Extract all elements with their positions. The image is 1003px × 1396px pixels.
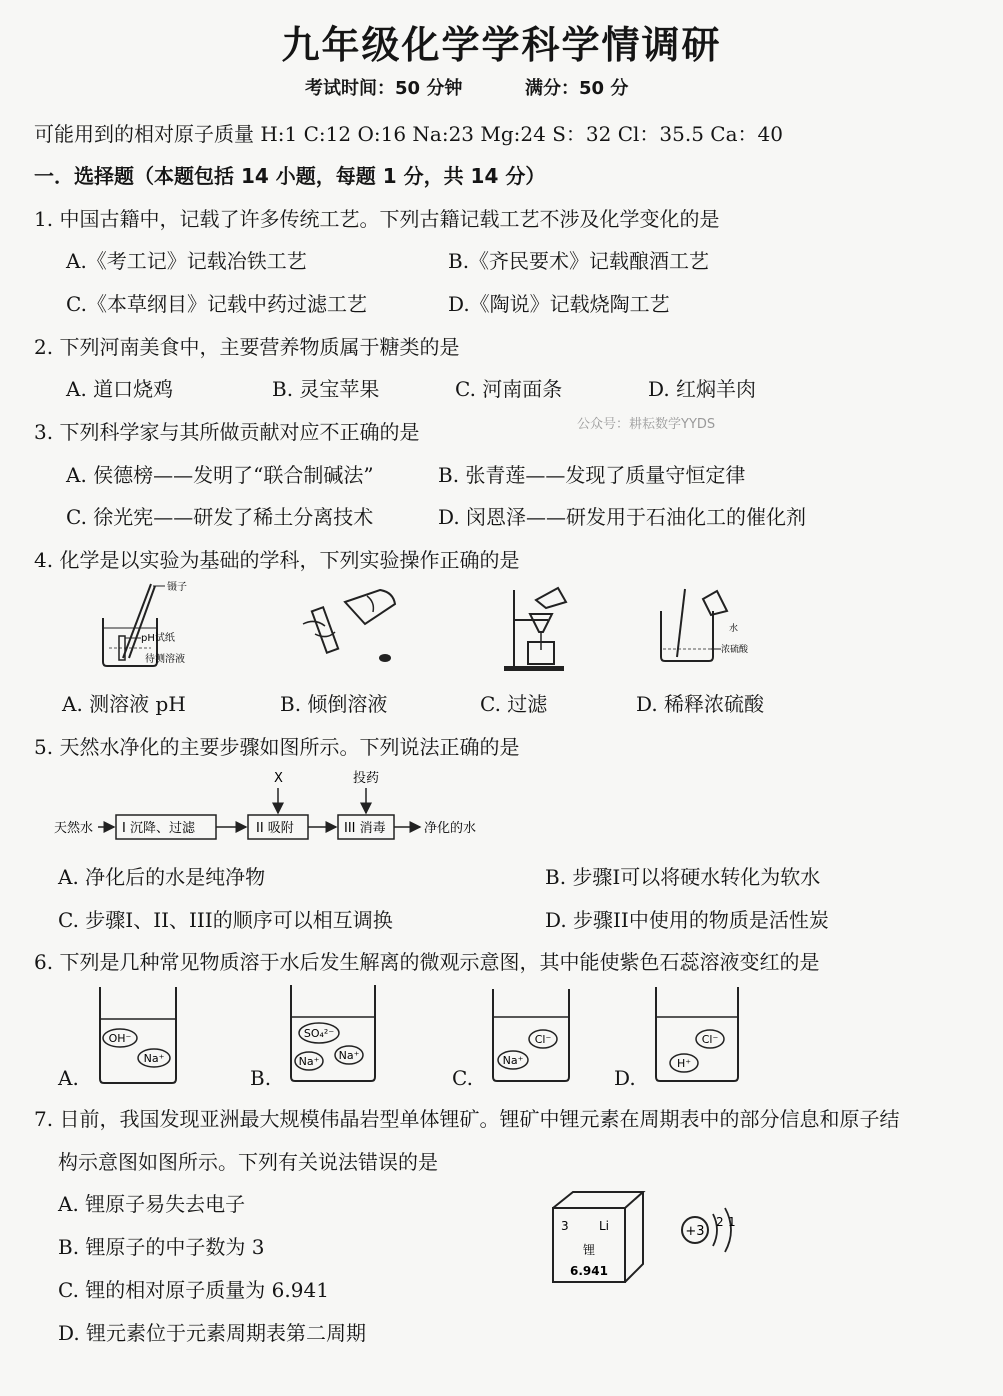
beaker-c	[489, 985, 573, 1085]
flow-step-2-label: II 吸附	[256, 821, 294, 836]
question-3-option-a: A. 侯德榜——发明了“联合制碱法”	[66, 463, 374, 487]
question-5-stem: 5. 天然水净化的主要步骤如图所示。下列说法正确的是	[34, 735, 520, 759]
question-4-option-b: B. 倾倒溶液	[280, 692, 388, 716]
beaker-b-ion-2: Na⁺	[298, 1055, 320, 1068]
atom-shell-2: 1	[728, 1215, 736, 1229]
flow-step-3-label: III 消毒	[344, 821, 386, 836]
question-7-option-c: C. 锂的相对原子质量为 6.941	[58, 1278, 329, 1302]
beaker-c-label: C.	[452, 1066, 473, 1090]
question-1-option-a: A.《考工记》记载冶铁工艺	[66, 249, 307, 273]
question-2-option-c: C. 河南面条	[455, 377, 563, 401]
fig-d-label-water: 水	[729, 624, 739, 634]
beaker-c-ion-2: Na⁺	[502, 1054, 524, 1067]
section-heading: 一．选择题（本题包括 14 小题，每题 1 分，共 14 分）	[34, 164, 546, 188]
fig-a-label-tweezers: 镊子	[167, 582, 187, 593]
fig-a-label-ph-paper: pH试纸	[141, 633, 175, 644]
beaker-b-label: B.	[250, 1066, 272, 1090]
beaker-b-ion-1: SO₄²⁻	[303, 1027, 335, 1040]
beaker-a	[96, 983, 180, 1087]
beaker-d-ion-1: Cl⁻	[701, 1033, 719, 1046]
question-1-option-d: D.《陶说》记载烧陶工艺	[448, 292, 670, 316]
beaker-b-ion-3: Na⁺	[338, 1049, 360, 1062]
question-1-option-b: B.《齐民要术》记载酿酒工艺	[448, 249, 710, 273]
question-7-option-b: B. 锂原子的中子数为 3	[58, 1235, 265, 1259]
atom-shell-1: 2	[716, 1215, 724, 1229]
flow-add-drug-label: 投药	[353, 771, 380, 786]
flow-input-label: 天然水	[54, 821, 94, 836]
question-1-option-c: C.《本草纲目》记载中药过滤工艺	[66, 292, 367, 316]
watermark: 公众号：耕耘数学YYDS	[577, 417, 716, 432]
ph-test-figure	[95, 578, 215, 673]
question-4-stem: 4. 化学是以实验为基础的学科，下列实验操作正确的是	[34, 548, 520, 572]
question-5-option-b: B. 步骤I可以将硬水转化为软水	[545, 865, 821, 889]
question-4-option-c: C. 过滤	[480, 692, 548, 716]
question-5-option-a: A. 净化后的水是纯净物	[58, 865, 266, 889]
question-7-stem-line-1: 7. 日前，我国发现亚洲最大规模伟晶岩型单体锂矿。锂矿中锂元素在周期表中的部分信息和原子结	[34, 1107, 900, 1131]
element-mass: 6.941	[570, 1264, 608, 1278]
beaker-d-label: D.	[614, 1066, 636, 1090]
fig-a-label-solution: 待测溶液	[145, 654, 185, 665]
full-score: 满分：50 分	[525, 78, 629, 99]
element-number: 3	[561, 1219, 569, 1233]
beaker-d-ion-2: H⁺	[676, 1057, 692, 1070]
pouring-figure	[295, 582, 405, 672]
question-2-stem: 2. 下列河南美食中，主要营养物质属于糖类的是	[34, 335, 460, 359]
question-1-stem: 1. 中国古籍中，记载了许多传统工艺。下列古籍记载工艺不涉及化学变化的是	[34, 207, 720, 231]
question-2-option-a: A. 道口烧鸡	[66, 377, 174, 401]
beaker-a-label: A.	[58, 1066, 79, 1090]
beaker-d	[652, 983, 742, 1085]
question-2-option-b: B. 灵宝苹果	[272, 377, 380, 401]
question-5-option-d: D. 步骤II中使用的物质是活性炭	[545, 908, 829, 932]
question-3-option-c: C. 徐光宪——研发了稀土分离技术	[66, 505, 374, 529]
atom-nucleus-charge: +3	[685, 1224, 705, 1239]
lithium-element-figure	[545, 1188, 750, 1288]
filtration-figure	[500, 580, 580, 675]
beaker-a-ion-2: Na⁺	[143, 1052, 165, 1065]
question-4-option-a: A. 测溶液 pH	[62, 692, 186, 716]
flow-step-1-label: I 沉降、过滤	[122, 821, 195, 836]
atomic-masses: 可能用到的相对原子质量 H:1 C:12 O:16 Na:23 Mg:24 S：32 Cl：35.5 Ca：40	[34, 122, 783, 146]
page-title: 九年级化学学科学情调研	[281, 23, 722, 67]
element-name: 锂	[582, 1243, 596, 1257]
beaker-a-ion-1: OH⁻	[108, 1032, 132, 1045]
element-symbol: Li	[599, 1219, 610, 1233]
question-4-option-d: D. 稀释浓硫酸	[636, 692, 765, 716]
question-3-option-d: D. 闵恩泽——研发用于石油化工的催化剂	[438, 505, 807, 529]
beaker-b	[287, 981, 379, 1085]
dilution-figure	[655, 585, 775, 670]
question-3-stem: 3. 下列科学家与其所做贡献对应不正确的是	[34, 420, 420, 444]
question-5-option-c: C. 步骤I、II、III的顺序可以相互调换	[58, 908, 393, 932]
question-6-stem: 6. 下列是几种常见物质溶于水后发生解离的微观示意图，其中能使紫色石蕊溶液变红的是	[34, 950, 820, 974]
beaker-c-ion-1: Cl⁻	[534, 1033, 552, 1046]
flow-add-x-label: X	[274, 771, 283, 786]
fig-d-label-acid: 浓硫酸	[721, 645, 749, 655]
question-7-option-d: D. 锂元素位于元素周期表第二周期	[58, 1321, 367, 1345]
exam-time: 考试时间：50 分钟	[305, 78, 463, 99]
question-7-option-a: A. 锂原子易失去电子	[58, 1192, 246, 1216]
question-3-option-b: B. 张青莲——发现了质量守恒定律	[438, 463, 746, 487]
flow-output-label: 净化的水	[424, 821, 477, 836]
question-2-option-d: D. 红焖羊肉	[648, 377, 757, 401]
question-7-stem-line-2: 构示意图如图所示。下列有关说法错误的是	[58, 1150, 438, 1174]
water-purification-flowchart	[50, 768, 500, 843]
